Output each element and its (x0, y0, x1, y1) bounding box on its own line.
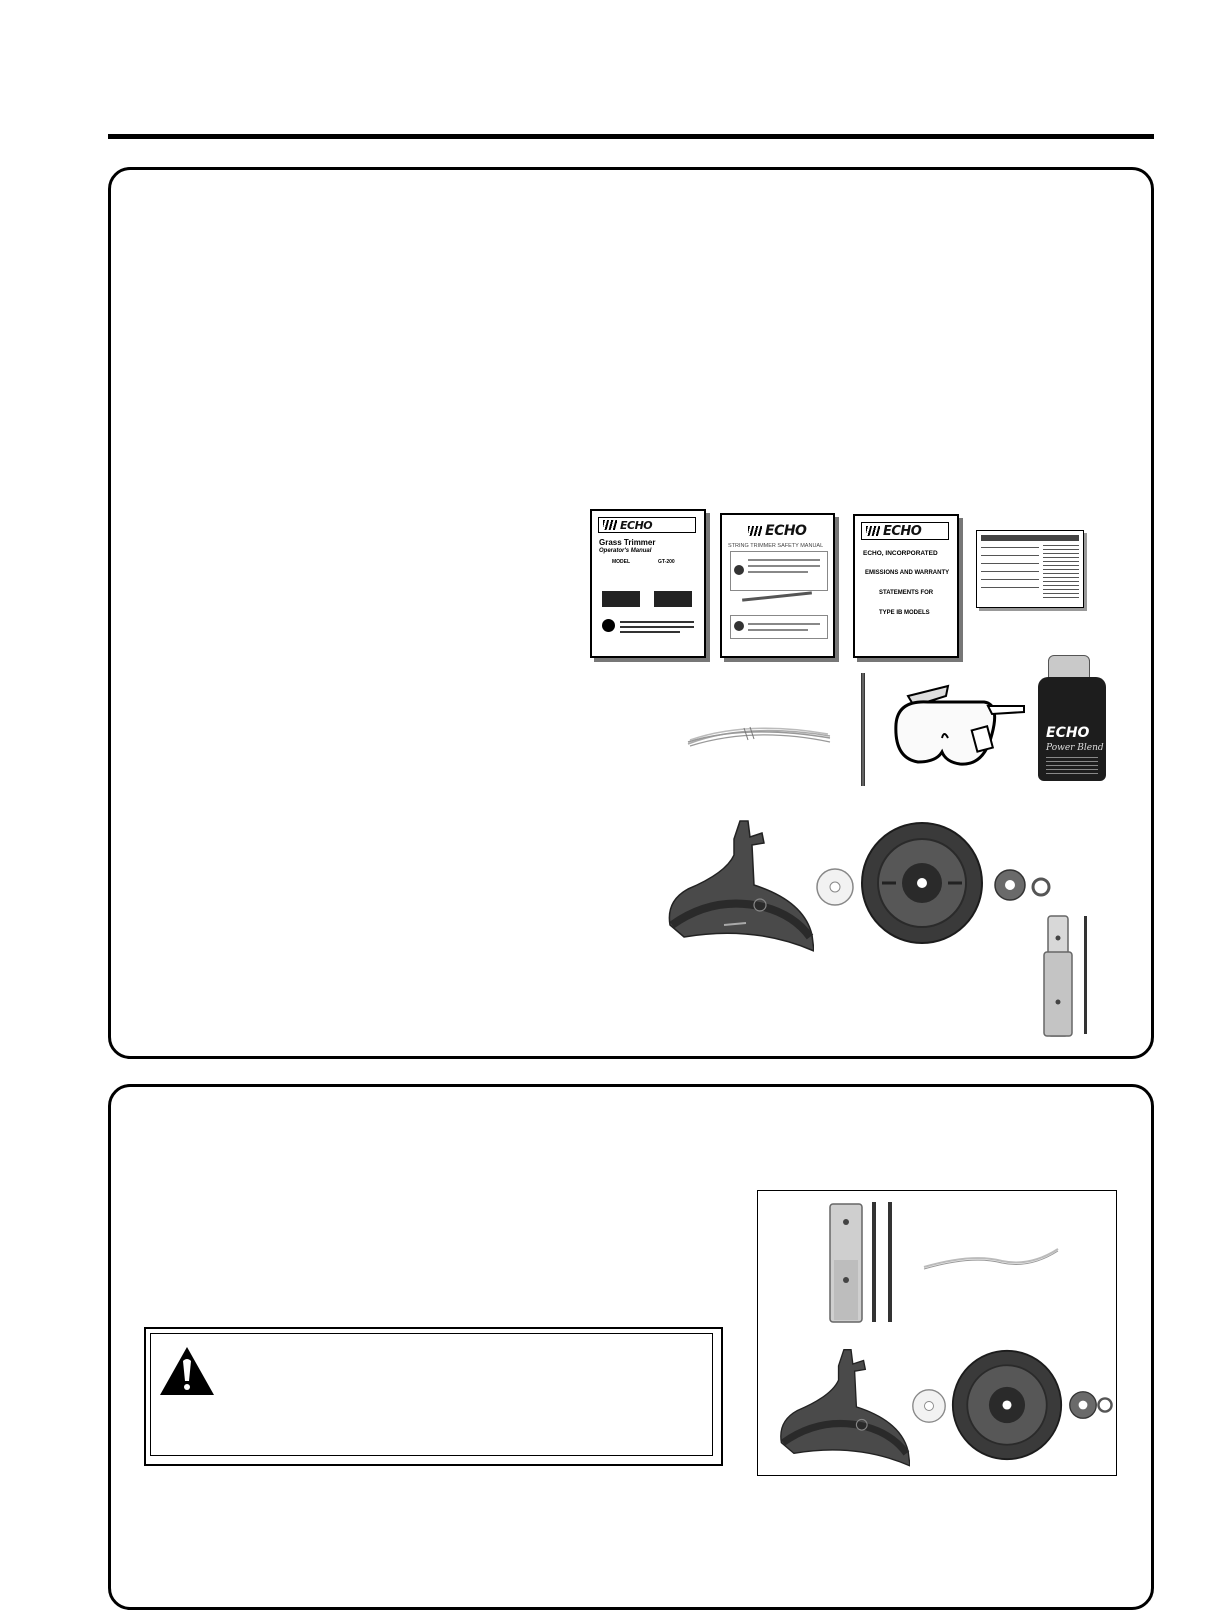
model-value: GT-200 (658, 559, 675, 565)
safety-circle-icon (734, 621, 744, 631)
text-line (981, 587, 1039, 588)
debris-shield (776, 1344, 910, 1468)
bottle-product: Power Blend (1046, 743, 1104, 753)
flat-washer (911, 1388, 947, 1424)
manual-subtitle: Operator's Manual (599, 548, 652, 554)
debris-shield (664, 815, 814, 953)
retaining-nut (1030, 876, 1052, 898)
cup-washer (993, 868, 1027, 902)
warning-callout-inner (150, 1333, 713, 1456)
safety-circle-icon (602, 619, 615, 632)
trimmer-line (922, 1245, 1062, 1275)
cup-washer (1068, 1390, 1098, 1420)
spark-plug-wrench (826, 1200, 906, 1326)
echo-logo: ECHO (861, 522, 949, 540)
text-line (748, 559, 820, 561)
bottle-brand: ECHO (1046, 725, 1090, 741)
bottle-label-lines (1046, 757, 1098, 775)
text-line (981, 563, 1039, 564)
warranty-card (976, 530, 1084, 608)
text-line (620, 631, 680, 633)
trimmer-head (951, 1349, 1063, 1461)
trimmer-head (860, 821, 984, 945)
emissions-line-2: EMISSIONS AND WARRANTY (865, 570, 950, 576)
warning-label-left (602, 591, 640, 607)
echo-logo: ECHO (744, 521, 826, 541)
warning-label-right (654, 591, 692, 607)
bottle-cap (1048, 655, 1090, 679)
warning-triangle-icon (158, 1345, 216, 1397)
emissions-warranty-booklet (853, 514, 959, 658)
text-line (748, 571, 808, 573)
retaining-nut (1096, 1396, 1114, 1414)
text-line (981, 547, 1039, 548)
hex-wrench-rod (861, 673, 865, 786)
caution-section-box (730, 615, 828, 639)
model-label: MODEL (612, 559, 631, 565)
safety-manual-title: STRING TRIMMER SAFETY MANUAL (728, 543, 824, 549)
emissions-line-1: ECHO, INCORPORATED (863, 550, 938, 557)
text-line (748, 565, 820, 567)
card-header (981, 535, 1079, 541)
text-line (981, 555, 1039, 556)
trimmer-line-bundle (684, 718, 834, 752)
text-line (981, 579, 1039, 580)
manual-title: Grass Trimmer (599, 538, 656, 547)
text-line (620, 621, 694, 623)
operators-manual-booklet (590, 509, 706, 658)
spark-plug-wrench (1040, 912, 1096, 1040)
header-rule (108, 134, 1154, 139)
safety-circle-icon (734, 565, 744, 575)
safety-manual-booklet (720, 513, 835, 658)
safety-glasses (888, 678, 1028, 770)
flat-washer (815, 867, 855, 907)
emissions-line-4: TYPE IB MODELS (879, 610, 930, 616)
trimmer-illustration (742, 591, 812, 601)
oil-bottle (1038, 655, 1108, 782)
text-line (748, 623, 820, 625)
text-line (620, 626, 694, 628)
echo-logo: ECHO (598, 517, 696, 533)
emissions-line-3: STATEMENTS FOR (879, 590, 934, 596)
card-text-column (1043, 545, 1079, 601)
text-line (748, 629, 808, 631)
text-line (981, 571, 1039, 572)
